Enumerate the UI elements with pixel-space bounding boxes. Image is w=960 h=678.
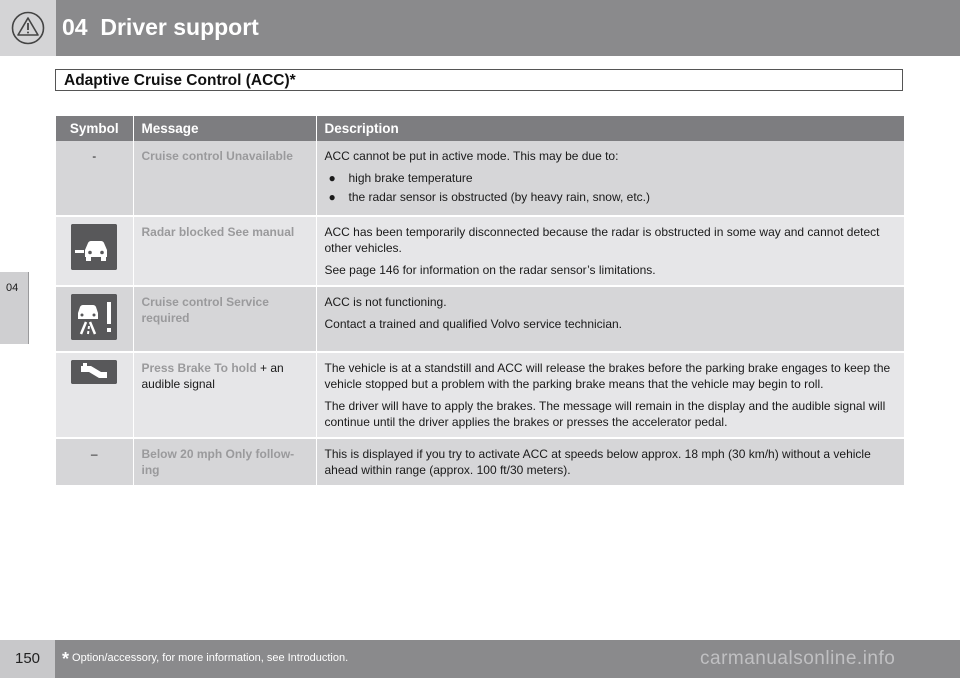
description-cell <box>316 438 904 486</box>
warning-triangle-icon <box>11 11 45 45</box>
message-cell <box>133 216 316 286</box>
description-paragraph: The vehicle is at a standstill and ACC will release the brakes before the parking brake engages to keep the vehicle stopped but a problem with the parking brake means that the vehicle may begin to roll. <box>324 361 891 391</box>
symbol-cell <box>56 286 133 352</box>
symbol-cell <box>56 438 133 486</box>
table-row <box>56 352 904 438</box>
list-item <box>325 170 897 186</box>
chapter-title: 04 Driver support <box>62 14 259 40</box>
chapter-side-tab[interactable] <box>0 272 29 344</box>
header-symbol: Symbol <box>56 116 133 141</box>
description-paragraph: This is displayed if you try to activate ACC at speeds below approx. 18 mph (30 km/h) without a vehicle ahead within range (approx. 100 ft/30 meters). <box>324 447 871 477</box>
table-row <box>56 216 904 286</box>
section-title: Adaptive Cruise Control (ACC)* <box>55 69 903 91</box>
description-paragraph: See page 146 for information on the radar sensor’s limitations. <box>324 263 656 277</box>
message-text: Cruise control Service required <box>141 295 269 325</box>
acc-messages-table <box>56 116 904 487</box>
symbol-cell <box>56 216 133 286</box>
header-description: Description <box>316 116 904 141</box>
description-bullets <box>325 170 897 205</box>
message-text: Radar blocked See manual <box>141 225 295 239</box>
message-cell <box>133 141 316 216</box>
description-paragraph: Contact a trained and qualified Volvo service technician. <box>324 317 623 331</box>
description-paragraph: ACC has been temporarily disconnected because the radar is obstructed in some way and cannot detect other vehicles. <box>324 225 880 255</box>
cruise-service-icon <box>71 294 117 340</box>
description-paragraph: The driver will have to apply the brakes. The message will remain in the display and the audible signal will continue until the driver applies the brakes or presses the accelerator pedal. <box>324 399 886 429</box>
message-cell <box>133 352 316 438</box>
press-brake-icon <box>71 360 117 384</box>
chapter-icon-box <box>0 0 56 56</box>
message-text: Cruise control Unavailable <box>141 149 293 163</box>
message-suffix: + an audible signal <box>141 361 284 391</box>
description-paragraph: ACC cannot be put in active mode. This may be due to: <box>324 149 619 163</box>
description-cell <box>316 352 904 438</box>
symbol-text: - <box>92 149 97 163</box>
message-cell <box>133 438 316 486</box>
message-text: Press Brake To hold <box>141 361 257 375</box>
description-cell <box>316 141 904 216</box>
symbol-cell <box>56 141 133 216</box>
page-number: 150 <box>0 640 55 678</box>
table-header-row <box>56 116 904 141</box>
description-cell <box>316 216 904 286</box>
description-paragraph: ACC is not functioning. <box>324 295 447 309</box>
bullet-text: the radar sensor is obstructed (by heavy rain, snow, etc.) <box>348 190 650 204</box>
watermark: carmanualsonline.info <box>700 648 896 669</box>
description-cell <box>316 286 904 352</box>
footnote-star: * <box>62 649 70 669</box>
footnote <box>62 649 348 670</box>
list-item <box>325 189 897 205</box>
message-text: Below 20 mph Only follow-ing <box>141 447 295 477</box>
table-row <box>56 141 904 216</box>
table-row <box>56 286 904 352</box>
chapter-header <box>0 0 960 56</box>
bullet-icon: ● <box>328 190 336 204</box>
chapter-side-tab-label: 04 <box>6 282 19 294</box>
radar-blocked-icon <box>71 224 117 270</box>
symbol-cell <box>56 352 133 438</box>
message-cell <box>133 286 316 352</box>
symbol-text: – <box>90 447 98 461</box>
footnote-text: Option/accessory, for more information, see Introduction. <box>72 652 349 664</box>
bullet-text: high brake temperature <box>348 171 473 185</box>
table-row <box>56 438 904 486</box>
bullet-icon: ● <box>328 171 336 185</box>
header-message: Message <box>133 116 316 141</box>
